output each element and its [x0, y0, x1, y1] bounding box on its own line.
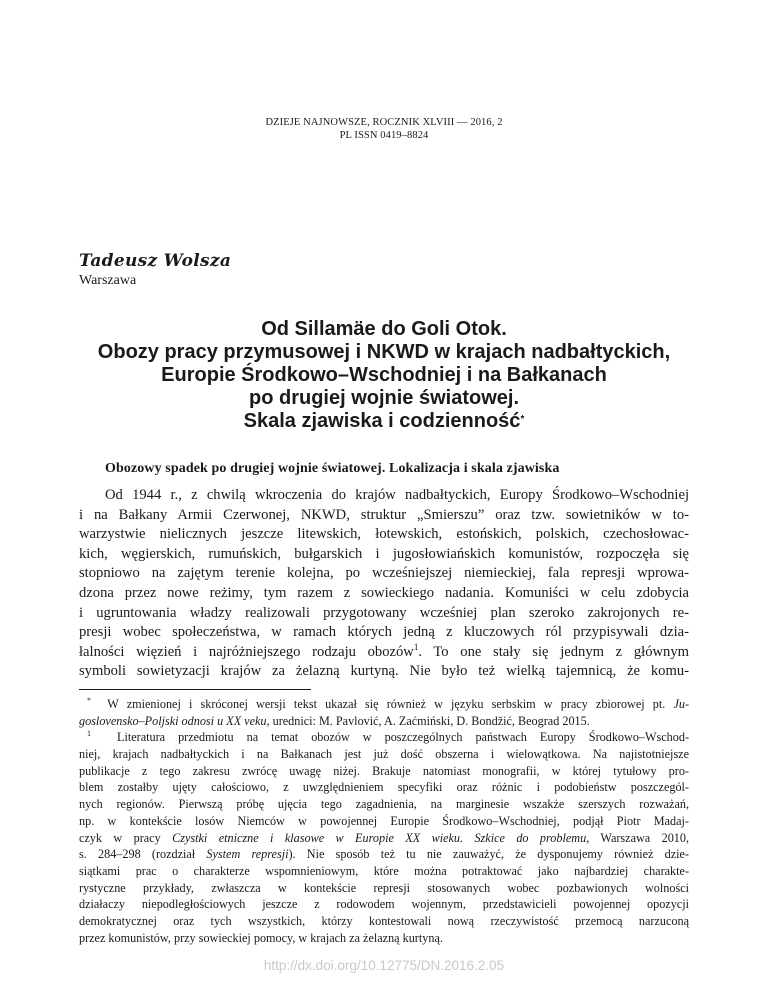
- footnote-1-line: blem zostałby ujęty całościowo, z uwzględnieniem specyfiki oraz różnic i podobieństw poszczegól-: [79, 780, 689, 795]
- author-affiliation: Warszawa: [79, 273, 137, 288]
- footnote-star-line: [79, 713, 689, 730]
- title-line: Od Sillamäe do Goli Otok.: [261, 318, 507, 340]
- body-line: kich, węgierskich, rumuńskich, bułgarskich i jugosłowiańskich komunistów, rozpoczęła się: [79, 545, 689, 562]
- footnote-text: ). Nie sposób też tu nie zauważyć, że dysponujemy również dzie-: [288, 847, 689, 862]
- body-paragraph: [79, 486, 689, 682]
- footnote-star-line: [79, 696, 689, 713]
- footnote-1-line: np. w kontekście losów Niemców w powojennej Europie Środkowo–Wschodniej, podjął Piotr Madaj-: [79, 813, 689, 828]
- body-line: presji wobec społeczeństwa, w ramach których jedną z kluczowych ról przypisywali dzia-: [79, 624, 689, 641]
- footnotes: [79, 696, 689, 946]
- body-line: [79, 643, 689, 663]
- journal-header: [0, 116, 768, 142]
- body-line: warzystwie nielicznych jeszcze litewskich, łotewskich, estońskich, polskich, czechosłowac-: [79, 526, 689, 543]
- body-line: Od 1944 r., z chwilą wkroczenia do krajów nadbałtyckich, Europy Środkowo–Wschodniej: [105, 487, 689, 503]
- title-line: Europie Środkowo–Wschodniej i na Bałkanach: [161, 364, 607, 386]
- footnote-1-line: [79, 729, 689, 746]
- issn-line: PL ISSN 0419–8824: [339, 130, 429, 141]
- title-line-text: Skala zjawiska i codzienność: [243, 410, 521, 432]
- title-line: [60, 410, 708, 433]
- footnote-text: czyk w pracy: [79, 830, 161, 845]
- body-line: i na Bałkany Armii Czerwonej, NKWD, struktur „Smierszu” oraz tzw. sowietników w to-: [79, 506, 689, 523]
- footnote-italic: Ju-: [673, 697, 690, 711]
- doi-watermark-link[interactable]: http://dx.doi.org/10.12775/DN.2016.2.05: [263, 958, 505, 973]
- footnote-1-line: nych regionów. Pierwszą próbę ujęcia tego zagadnienia, na marginesie wszakże szerszych rozważań,: [79, 797, 689, 812]
- footnote-text: s. 284–298 (rozdział: [79, 847, 196, 862]
- footnote-1-line: przez komunistów, przy sowieckiej pomocy, w krajach za żelazną kurtyną.: [79, 930, 443, 945]
- article-title: [60, 318, 708, 433]
- footnote-1-line: siątkami prac o charakterze wspomnieniowym, które można potraktować jako najbardziej charakte-: [79, 863, 689, 878]
- footnote-1-line: [79, 830, 689, 847]
- footnote-1-line: [79, 846, 689, 863]
- footnote-text: Literatura przedmiotu na temat obozów w poszczególnych państwach Europy Środkowo–Wschod-: [117, 730, 689, 745]
- footnote-1-line: rystyczne przykłady, zwłaszcza w kontekście represji stosowanych wobec pozbawionych wolności: [79, 880, 689, 895]
- footnote-separator: [79, 689, 311, 690]
- footnote-italic: System represji: [206, 847, 289, 862]
- body-line-text: łalności więzień i najróżniejszego rodzaju obozów: [79, 643, 414, 660]
- footnote-text: W zmienionej i skróconej wersji tekst ukazał się również w języku serbskim w pracy zbiorowej pt.: [107, 697, 666, 711]
- footnote-1-line: działaczy niepodległościowych jeszcze z rodowodem wojennym, przedstawicieli powojennej opozycji: [79, 897, 689, 912]
- title-line: po drugiej wojnie światowej.: [248, 387, 520, 409]
- body-line: dzona przez nowe reżimy, tym razem z sowieckiego nadania. Komuniści w celu zdobycia: [79, 584, 689, 601]
- author-name: Tadeusz Wolsza: [79, 251, 232, 271]
- footnote-1-line: publikacje z tego zakresu zwrócę uwagę niżej. Brakuje natomiast monografii, w której tytułowy pro-: [79, 763, 689, 778]
- section-heading: Obozowy spadek po drugiej wojnie światowej. Lokalizacja i skala zjawiska: [105, 461, 560, 476]
- journal-header-line: DZIEJE NAJNOWSZE, ROCZNIK XLVIII — 2016, 2: [265, 117, 503, 128]
- title-footnote-mark[interactable]: *: [520, 414, 525, 425]
- body-line-text: . To one stały się jednym z głównym: [418, 643, 689, 660]
- footnote-text: , Warszawa 2010,: [586, 830, 690, 845]
- footnote-1-ref[interactable]: 1: [413, 641, 419, 652]
- footnote-1-line: demokratycznej oraz tych wszystkich, którzy kontestowali nową rzeczywistość przemocą narzuconą: [79, 913, 689, 928]
- footnote-1-line: niej, krajach nadbałtyckich i na Bałkanach jest już dość obszerna i wielowątkowa. Na najistotniejsze: [79, 747, 689, 762]
- title-line: Obozy pracy przymusowej i NKWD w krajach nadbałtyckich,: [97, 341, 671, 363]
- footnote-star-mark: *: [87, 695, 91, 705]
- body-line: i ugruntowania władzy realizowali przygotowany wcześniej plan szeroko zakrojonych re-: [79, 604, 689, 621]
- footnote-text: , urednici: M. Pavlović, A. Zaćmiński, D. Bondžić, Beograd 2015.: [266, 713, 590, 728]
- footnote-italic: goslovensko–Poljski odnosi u XX veku: [79, 713, 267, 728]
- body-line: symboli sowietyzacji krajów za żelazną kurtyną. Nie było też wielką tajemnicą, że komu-: [79, 663, 689, 680]
- footnote-italic: Czystki etniczne i klasowe w Europie XX wieku. Szkice do problemu: [172, 830, 587, 845]
- footnote-1-mark: 1: [87, 729, 91, 739]
- body-line: stopniowo na zajętym terenie kolejna, po wcześniejszej niemieckiej, fala represji wprowa-: [79, 565, 689, 582]
